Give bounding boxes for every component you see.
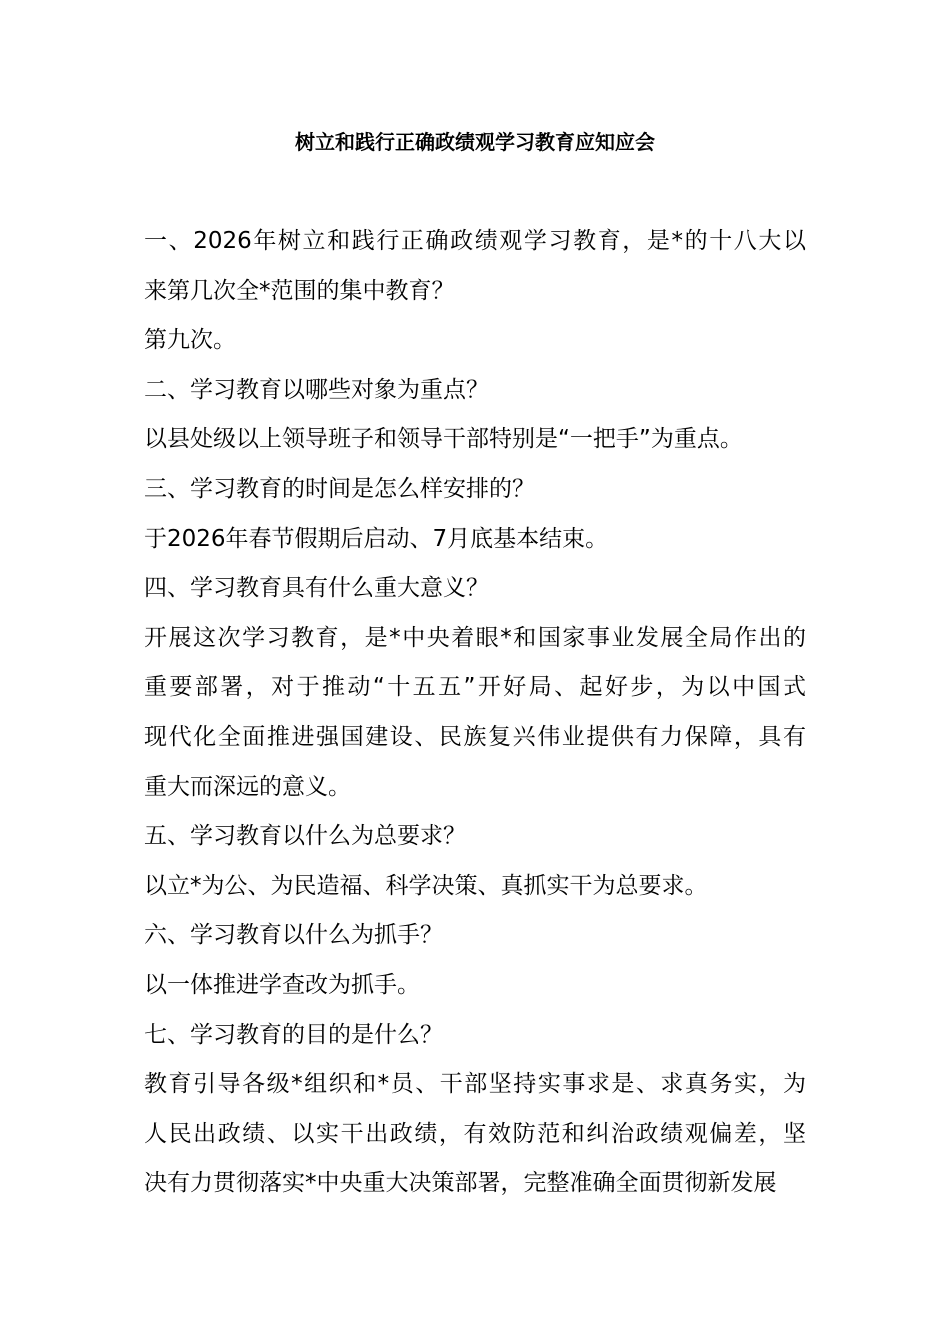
text-line: 三、学习教育的时间是怎么样安排的？ <box>144 475 535 502</box>
text-line: 以立*为公、为民造福、科学决策、真抓实干为总要求。 <box>144 872 708 899</box>
answer-paragraph <box>144 614 806 812</box>
document-title: 树立和践行正确政绩观学习教育应知应会 <box>295 130 655 154</box>
text-line: 现代化全面推进强国建设、民族复兴伟业提供有力保障，具有 <box>144 723 806 750</box>
text-line: 人民出政绩、以实干出政绩，有效防范和纠治政绩观偏差，坚 <box>144 1120 806 1147</box>
text-line: 六、学习教育以什么为抓手？ <box>144 922 443 949</box>
answer-paragraph <box>144 1060 806 1209</box>
text-line: 来第几次全*范围的集中教育？ <box>144 277 455 304</box>
text-line: 重大而深远的意义。 <box>144 773 351 800</box>
document-body <box>144 217 806 1209</box>
text-line: 一、2026年树立和践行正确政绩观学习教育，是*的十八大以 <box>144 228 806 254</box>
question-paragraph <box>144 812 806 862</box>
answer-paragraph <box>144 316 806 366</box>
text-line: 七、学习教育的目的是什么？ <box>144 1021 443 1048</box>
question-paragraph <box>144 564 806 614</box>
question-paragraph <box>144 217 806 316</box>
text-line: 以一体推进学查改为抓手。 <box>144 971 420 998</box>
answer-paragraph <box>144 862 806 912</box>
text-line: 教育引导各级*组织和*员、干部坚持实事求是、求真务实，为 <box>144 1071 806 1098</box>
question-paragraph <box>144 911 806 961</box>
text-line: 开展这次学习教育，是*中央着眼*和国家事业发展全局作出的 <box>144 624 806 651</box>
text-line: 二、学习教育以哪些对象为重点？ <box>144 376 489 403</box>
text-line: 于2026年春节假期后启动、7月底基本结束。 <box>144 525 609 552</box>
question-paragraph <box>144 1011 806 1061</box>
question-paragraph <box>144 366 806 416</box>
text-line: 以县处级以上领导班子和领导干部特别是“一把手”为重点。 <box>144 426 743 453</box>
question-paragraph <box>144 465 806 515</box>
answer-paragraph <box>144 961 806 1011</box>
text-line: 重要部署，对于推动“十五五”开好局、起好步，为以中国式 <box>144 674 806 701</box>
answer-paragraph <box>144 515 806 565</box>
text-line: 决有力贯彻落实*中央重大决策部署，完整准确全面贯彻新发展 <box>144 1170 777 1197</box>
text-line: 五、学习教育以什么为总要求？ <box>144 823 466 850</box>
text-line: 第九次。 <box>144 327 236 354</box>
text-line: 四、学习教育具有什么重大意义？ <box>144 575 489 602</box>
answer-paragraph <box>144 415 806 465</box>
